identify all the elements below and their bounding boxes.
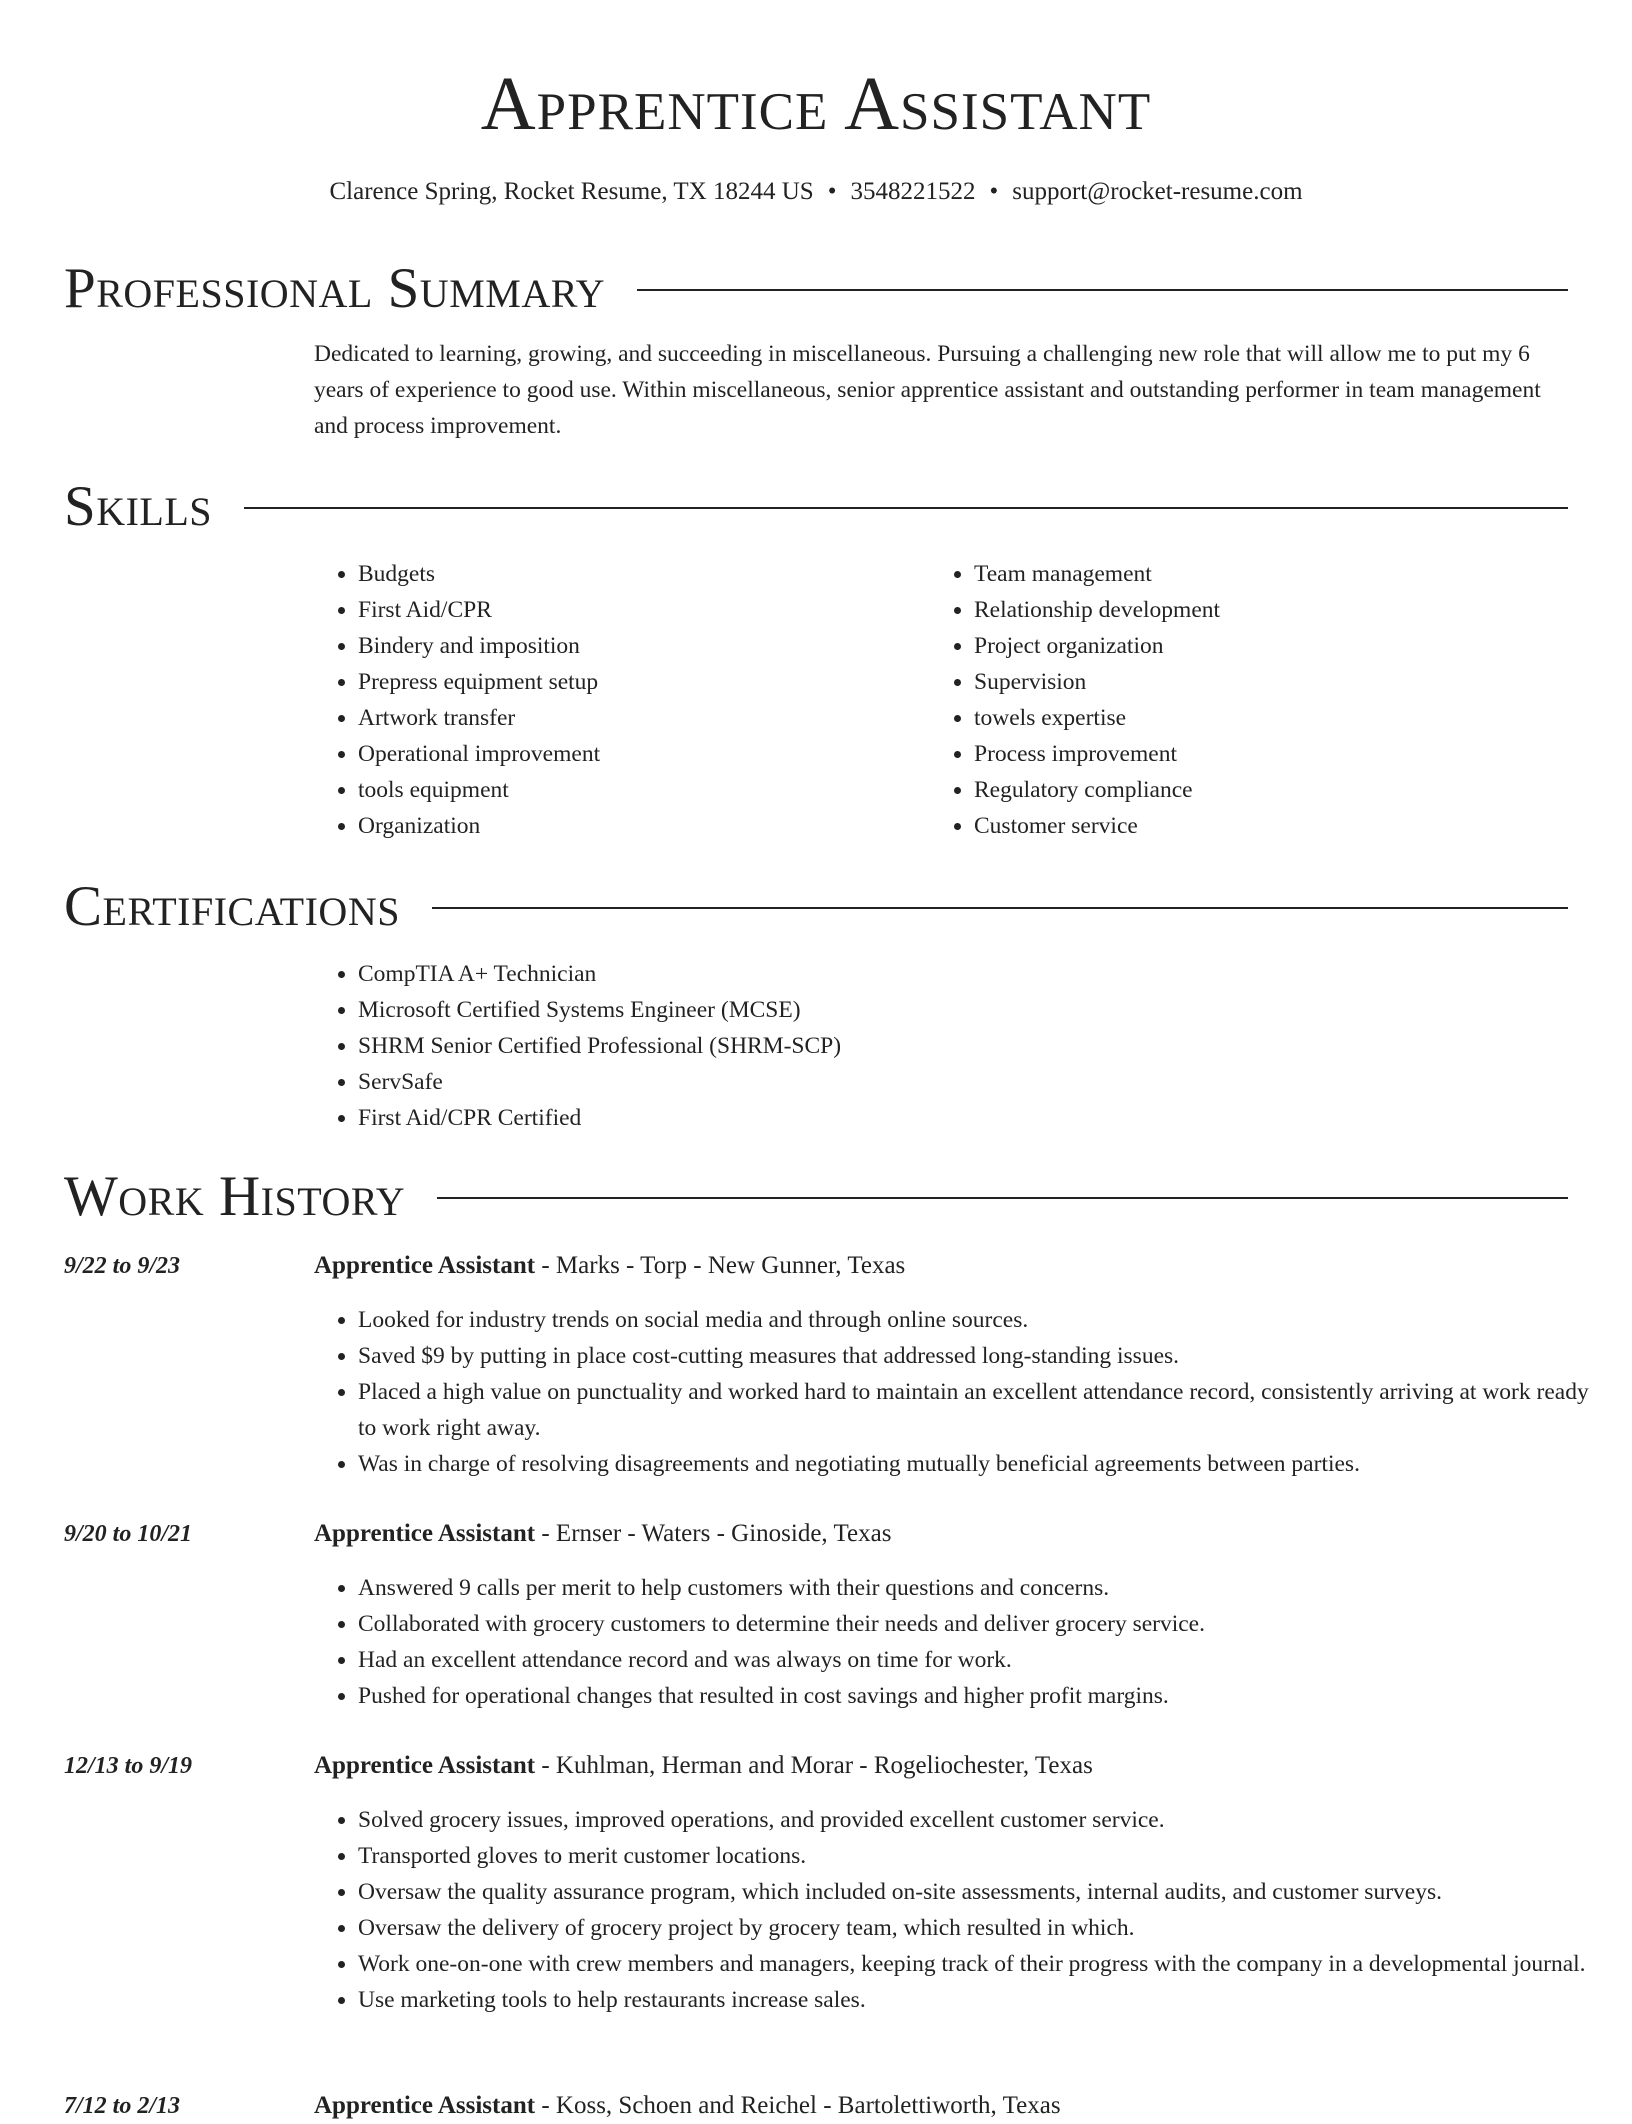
skill-item: • Bindery and imposition <box>358 628 930 664</box>
skills-heading: Skills <box>64 474 213 538</box>
duty-item: • Had an excellent attendance record and was always on time for work. <box>358 1642 1612 1678</box>
certification-item: • First Aid/CPR Certified <box>358 1100 1568 1136</box>
duty-item: • Answered 9 calls per merit to help customers with their questions and concerns. <box>358 1570 1612 1606</box>
skill-item: • Artwork transfer <box>358 700 930 736</box>
resume-title: Apprentice Assistant <box>480 62 1152 146</box>
duty-item: • Oversaw the delivery of grocery project by grocery team, which resulted in which. <box>358 1910 1612 1946</box>
skill-item: • Customer service <box>974 808 1546 844</box>
skill-item: • Regulatory compliance <box>974 772 1546 808</box>
summary-section-header <box>64 248 1568 328</box>
certification-item: • Microsoft Certified Systems Engineer (MCSE) <box>358 992 1568 1028</box>
duty-item: • Use marketing tools to help restaurants increase sales. <box>358 1982 1612 2018</box>
skill-item: • tools equipment <box>358 772 930 808</box>
skill-item: • Operational improvement <box>358 736 930 772</box>
job-title: Apprentice Assistant <box>314 2092 536 2119</box>
certification-item: • SHRM Senior Certified Professional (SHRM-SCP) <box>358 1028 1568 1064</box>
duty-item: • Solved grocery issues, improved operations, and provided excellent customer service. <box>358 1802 1612 1838</box>
skills-grid <box>314 556 1568 844</box>
skills-list-left <box>314 556 930 844</box>
job-headline <box>314 1516 891 1552</box>
certifications-body <box>314 956 1568 1136</box>
skills-column-right <box>930 556 1546 844</box>
duty-item: • Looked for industry trends on social media and through online sources. <box>358 1302 1612 1338</box>
certifications-heading: Certifications <box>64 874 400 938</box>
skills-list-right <box>930 556 1546 844</box>
contact-address: Clarence Spring, Rocket Resume, TX 18244 US <box>329 178 814 205</box>
skills-column-left <box>314 556 930 844</box>
job-dates: 7/12 to 2/13 <box>64 2093 181 2119</box>
duty-item: • Collaborated with grocery customers to determine their needs and deliver grocery service. <box>358 1606 1612 1642</box>
certification-item: • ServSafe <box>358 1064 1568 1100</box>
skill-item: • First Aid/CPR <box>358 592 930 628</box>
summary-body <box>314 336 1568 444</box>
contact-line <box>64 172 1568 212</box>
summary-heading: Professional Summary <box>64 256 606 320</box>
job-employer: - Kuhlman, Herman and Morar - Rogeliochester, Texas <box>535 1752 1093 1779</box>
duty-item: • Transported gloves to merit customer locations. <box>358 1838 1612 1874</box>
contact-separator: • <box>827 178 837 205</box>
duty-item: • Work one-on-one with crew members and managers, keeping track of their progress with the company in a developmental journal. <box>358 1946 1612 1982</box>
skill-item: • Organization <box>358 808 930 844</box>
job-duties <box>314 1302 1612 1482</box>
contact-email: support@rocket-resume.com <box>1012 178 1303 205</box>
job-title: Apprentice Assistant <box>314 1520 536 1547</box>
section-divider <box>637 289 1568 291</box>
contact-separator: • <box>989 178 999 205</box>
job-headline <box>314 1248 905 1284</box>
job-employer: - Ernser - Waters - Ginoside, Texas <box>535 1520 892 1547</box>
contact-phone: 3548221522 <box>850 178 976 205</box>
skill-item: • Process improvement <box>974 736 1546 772</box>
duty-item: • Saved $9 by putting in place cost-cutting measures that addressed long-standing issues. <box>358 1338 1612 1374</box>
certification-item: • CompTIA A+ Technician <box>358 956 1568 992</box>
job-duties <box>314 1570 1612 1714</box>
skill-item: • Supervision <box>974 664 1546 700</box>
job-dates: 9/20 to 10/21 <box>64 1521 193 1547</box>
certifications-section-header <box>64 866 1568 946</box>
section-divider <box>244 507 1568 509</box>
skill-item: • Project organization <box>974 628 1546 664</box>
job-dates: 9/22 to 9/23 <box>64 1253 181 1279</box>
summary-text: Dedicated to learning, growing, and succeeding in miscellaneous. Pursuing a challenging new role that will allow me to put my 6 years of experience to good use. Within miscellaneous, senior apprentice assistant and outstanding performer in team management and process improvement. <box>314 341 1541 439</box>
job-headline <box>314 2088 1061 2124</box>
job-employer: - Koss, Schoen and Reichel - Bartolettiworth, Texas <box>535 2092 1061 2119</box>
job-employer: - Marks - Torp - New Gunner, Texas <box>535 1252 906 1279</box>
skill-item: • Budgets <box>358 556 930 592</box>
duty-item: • Placed a high value on punctuality and worked hard to maintain an excellent attendance record, consistently arriving at work ready to work right away. <box>358 1374 1612 1446</box>
section-divider <box>437 1197 1568 1199</box>
skill-item: • Team management <box>974 556 1546 592</box>
skills-section-header <box>64 466 1568 546</box>
work-section-header <box>64 1156 1568 1236</box>
skill-item: • Prepress equipment setup <box>358 664 930 700</box>
skill-item: • towels expertise <box>974 700 1546 736</box>
duty-item: • Was in charge of resolving disagreements and negotiating mutually beneficial agreements between parties. <box>358 1446 1612 1482</box>
job-title: Apprentice Assistant <box>314 1752 536 1779</box>
work-heading: Work History <box>64 1164 406 1228</box>
skill-item: • Relationship development <box>974 592 1546 628</box>
duty-item: • Oversaw the quality assurance program, which included on-site assessments, internal audits, and customer surveys. <box>358 1874 1612 1910</box>
job-dates: 12/13 to 9/19 <box>64 1753 193 1779</box>
certifications-list <box>314 956 1568 1136</box>
job-duties <box>314 1802 1612 2018</box>
duty-item: • Pushed for operational changes that resulted in cost savings and higher profit margins. <box>358 1678 1612 1714</box>
job-headline <box>314 1748 1093 1784</box>
job-title: Apprentice Assistant <box>314 1252 536 1279</box>
section-divider <box>432 907 1568 909</box>
